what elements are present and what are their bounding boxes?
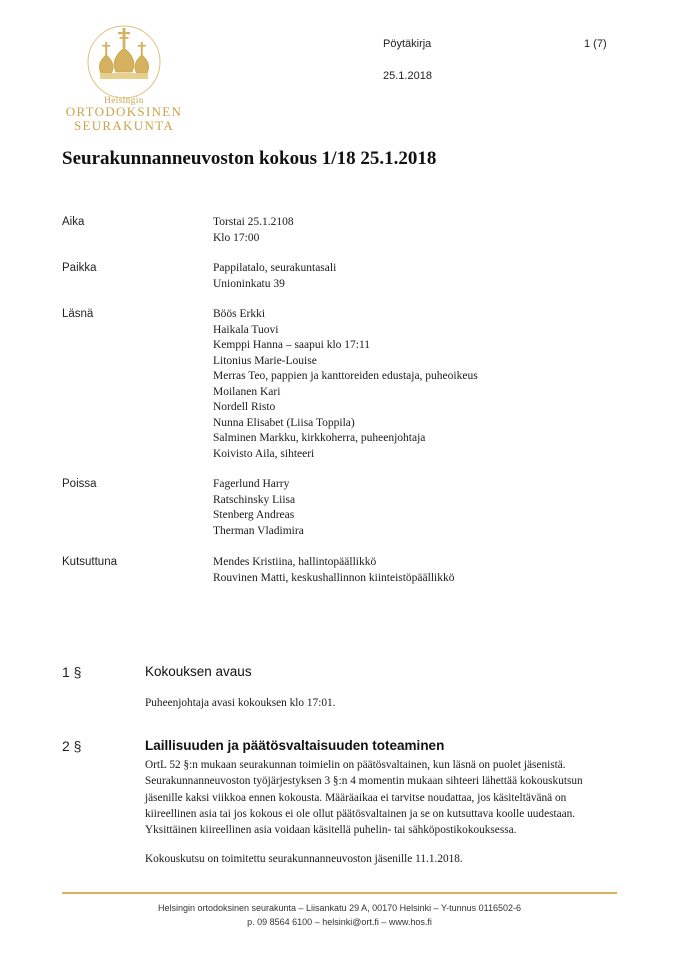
info-line: Pappilatalo, seurakuntasali [213,262,337,274]
info-line: Torstai 25.1.2108 [213,216,294,228]
invitee: Mendes Kristiina, hallintopäällikkö [213,556,377,568]
section-paragraph: OrtL 52 §:n mukaan seurakunnan toimielin on päätösvaltainen, kun läsnä on puolet jäsenistä. Seurakunnanneuvoston työjärjestyksen 3 §:n 4 momentin mukaan sihteeri lähettää kokouskutsun jäsenille kaksi viikkoa ennen kokousta. Määräaikaa ei tarvitse noudattaa, jos käsiteltävänä on kiireellinen asia tai jos kokous ei ole ollut päätösvaltainen ja se on kutsuttava koolle uudestaan. Yksittäinen kiireellinen asia voidaan käsitellä puhelin- tai sähköpostikokouksessa. [145,759,583,837]
attendee: Litonius Marie-Louise [213,354,317,367]
attendee: Böös Erkki [213,308,266,320]
document-date: 25.1.2018 [383,70,432,82]
attendee: Kemppi Hanna – saapui klo 17:11 [213,339,371,351]
document-type: Pöytäkirja [383,38,432,50]
page-title: Seurakunnanneuvoston kokous 1/18 25.1.2018 [62,148,437,169]
logo-line-1: Helsingin [104,95,144,105]
attendee: Koivisto Aila, sihteeri [213,447,315,460]
info-value-invited [213,555,454,586]
page-number: 1 (7) [584,38,607,50]
section-title: Kokouksen avaus [145,664,252,679]
logo-wordmark [64,96,184,133]
section-title: Laillisuuden ja päätösvaltaisuuden toteaminen [145,738,445,753]
footer-contact: p. 09 8564 6100 – helsinki@ort.fi – www.hos.fi [247,917,432,927]
attendee: Haikala Tuovi [213,323,279,336]
attendee: Merras Teo, pappien ja kanttoreiden edustaja, puheoikeus [213,370,478,382]
info-value-place [213,261,336,292]
absentee: Stenberg Andreas [213,509,295,521]
logo-line-2: ORTODOKSINEN [65,104,183,120]
section-paragraph: Kokouskutsu on toimitettu seurakunnanneuvoston jäsenille 11.1.2018. [145,853,463,865]
info-line: Unioninkatu 39 [213,277,285,290]
logo-line-3: SEURAKUNTA [73,118,175,134]
absentee: Therman Vladimira [213,524,304,537]
info-label-time: Aika [62,216,85,228]
church-domes-icon [78,22,170,102]
info-value-present [213,307,478,462]
section-paragraph: Puheenjohtaja avasi kokouksen klo 17:01. [145,697,336,709]
attendee: Moilanen Kari [213,385,281,398]
info-label-present: Läsnä [62,308,94,320]
section-number: 2 § [62,738,82,754]
info-value-absent [213,477,304,539]
footer-address: Helsingin ortodoksinen seurakunta – Liisankatu 29 A, 00170 Helsinki – Y-tunnus 0116502-6 [157,903,522,913]
footer-divider [62,892,617,894]
attendee: Salminen Markku, kirkkoherra, puheenjohtaja [213,432,426,444]
info-label-absent: Poissa [62,478,97,490]
info-label-place: Paikka [62,262,97,274]
invitee: Rouvinen Matti, keskushallinnon kiinteistöpäällikkö [213,571,455,584]
info-line: Klo 17:00 [213,231,260,244]
section-number: 1 § [62,664,82,680]
attendee: Nunna Elisabet (Liisa Toppila) [213,416,355,429]
info-value-time [213,215,294,246]
attendee: Nordell Risto [213,401,276,413]
absentee: Ratschinsky Liisa [213,493,296,506]
absentee: Fagerlund Harry [213,478,290,490]
info-label-invited: Kutsuttuna [62,556,117,568]
